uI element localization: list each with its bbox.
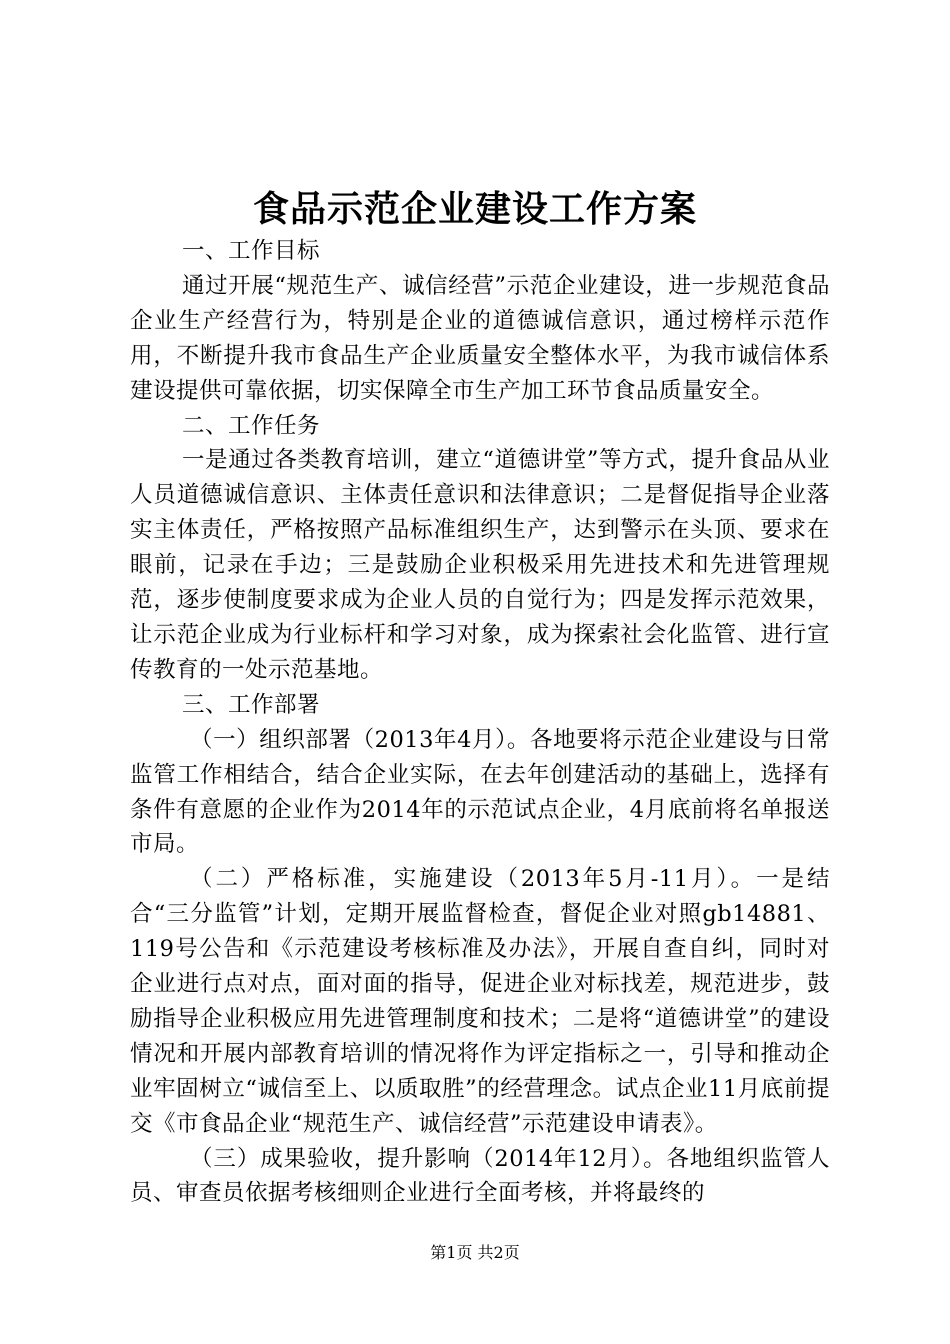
document-body — [130, 234, 830, 1211]
paragraph-goals: 通过开展“规范生产、诚信经营”示范企业建设，进一步规范食品企业生产经营行为，特别是企业的道德诚信意识，通过榜样示范作用，不断提升我市食品生产企业质量安全整体水平，为我市诚信体系建设提供可靠依据，切实保障全市生产加工环节食品质量安全。 — [130, 272, 830, 404]
paragraph-deployment-2: （二）严格标准，实施建设（2013年5月-11月）。一是结合“三分监管”计划，定期开展监督检查，督促企业对照gb14881、119号公告和《示范建设考核标准及办法》，开展自查自纠，同时对企业进行点对点，面对面的指导，促进企业对标找差，规范进步，鼓励指导企业积极应用先进管理制度和技术；二是将“道德讲堂”的建设情况和开展内部教育培训的情况将作为评定指标之一，引导和推动企业牢固树立“诚信至上、以质取胜”的经营理念。试点企业11月底前提交《市食品企业“规范生产、诚信经营”示范建设申请表》。 — [130, 866, 830, 1137]
section-heading-tasks: 二、工作任务 — [182, 412, 321, 439]
section-heading-deployment: 三、工作部署 — [182, 691, 321, 718]
paragraph-deployment-3: （三）成果验收，提升影响（2014年12月）。各地组织监管人员、审查员依据考核细则企业进行全面考核，并将最终的 — [130, 1145, 830, 1207]
document-title: 食品示范企业建设工作方案 — [252, 189, 697, 230]
page-footer: 第1页 共2页 — [430, 1243, 520, 1262]
paragraph-deployment-1: （一）组织部署（2013年4月）。各地要将示范企业建设与日常监管工作相结合，结合企业实际，在去年创建活动的基础上，选择有条件有意愿的企业作为2014年的示范试点企业，4月底前将名单报送市局。 — [130, 726, 830, 858]
section-heading-goals: 一、工作目标 — [182, 238, 321, 264]
paragraph-tasks: 一是通过各类教育培训，建立“道德讲堂”等方式，提升食品从业人员道德诚信意识、主体责任意识和法律意识；二是督促指导企业落实主体责任，严格按照产品标准组织生产，达到警示在头顶、要求在眼前，记录在手边；三是鼓励企业积极采用先进技术和先进管理规范，逐步使制度要求成为企业人员的自觉行为；四是发挥示范效果，让示范企业成为行业标杆和学习对象，成为探索社会化监管、进行宣传教育的一处示范基地。 — [130, 447, 830, 683]
